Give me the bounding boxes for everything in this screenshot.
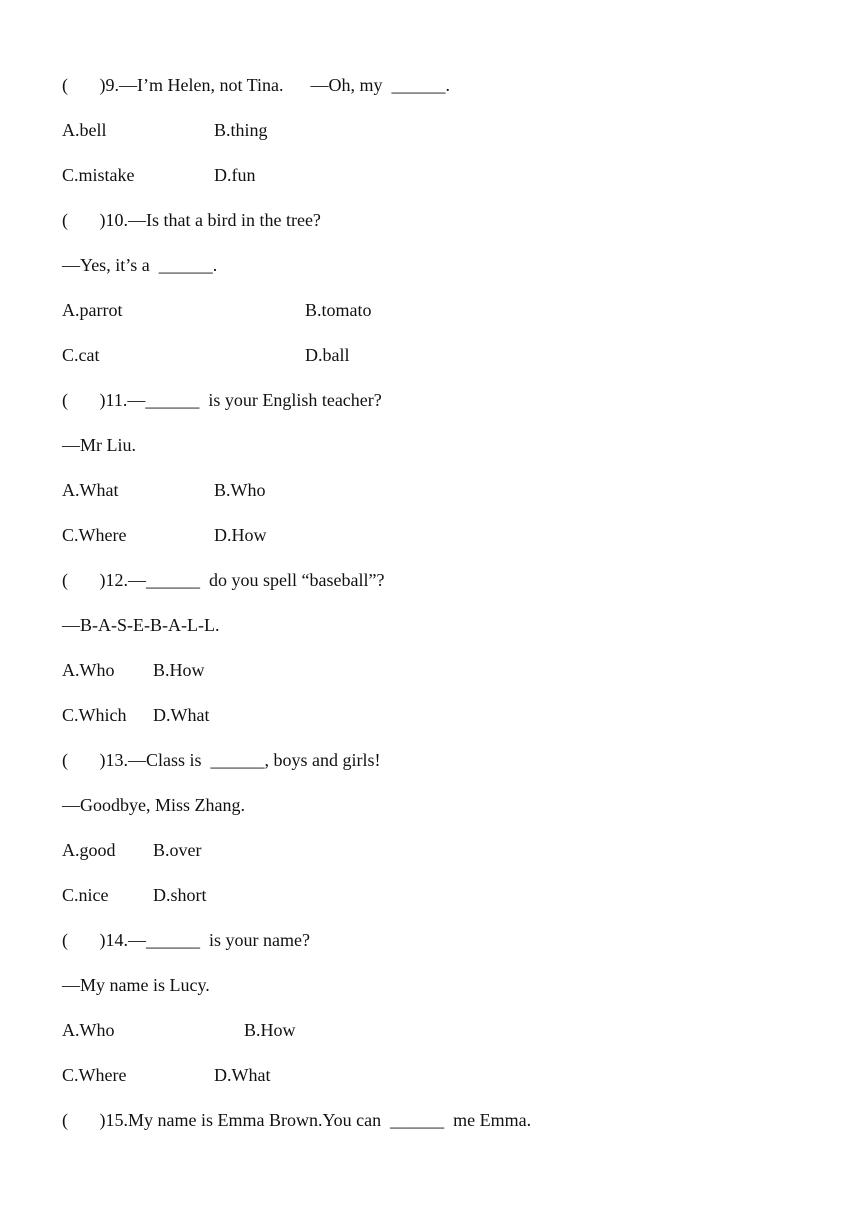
question-11-stem: ( )11.—______ is your English teacher?: [62, 390, 382, 410]
question-14-option-a: A.Who: [62, 1020, 115, 1040]
question-11-option-d: D.How: [214, 525, 267, 545]
question-14-option-c: C.Where: [62, 1065, 127, 1085]
question-14-stem: ( )14.—______ is your name?: [62, 930, 310, 950]
question-10-response: —Yes, it’s a ______.: [62, 255, 218, 275]
question-14-response: —My name is Lucy.: [62, 975, 210, 995]
question-13-response: —Goodbye, Miss Zhang.: [62, 795, 245, 815]
question-14-option-d: D.What: [214, 1065, 271, 1085]
question-13-option-d: D.short: [153, 885, 207, 905]
question-10-option-a: A.parrot: [62, 300, 123, 320]
question-14-option-b: B.How: [244, 1020, 296, 1040]
question-9-option-a: A.bell: [62, 120, 107, 140]
question-11-response: —Mr Liu.: [62, 435, 136, 455]
question-13-option-b: B.over: [153, 840, 202, 860]
question-12-option-d: D.What: [153, 705, 210, 725]
question-13-option-c: C.nice: [62, 885, 109, 905]
question-12-stem: ( )12.—______ do you spell “baseball”?: [62, 570, 385, 590]
question-10-stem: ( )10.—Is that a bird in the tree?: [62, 210, 321, 230]
question-12-option-b: B.How: [153, 660, 205, 680]
question-9-option-c: C.mistake: [62, 165, 135, 185]
question-9-option-d: D.fun: [214, 165, 256, 185]
question-12-response: —B-A-S-E-B-A-L-L.: [62, 615, 220, 635]
question-9-option-b: B.thing: [214, 120, 268, 140]
question-10-option-b: B.tomato: [305, 300, 372, 320]
question-12-option-a: A.Who: [62, 660, 115, 680]
question-15-stem: ( )15.My name is Emma Brown.You can ______ me Emma.: [62, 1110, 532, 1130]
question-10-option-c: C.cat: [62, 345, 100, 365]
question-13-option-a: A.good: [62, 840, 116, 860]
question-13-stem: ( )13.—Class is ______, boys and girls!: [62, 750, 381, 770]
question-11-option-c: C.Where: [62, 525, 127, 545]
question-12-option-c: C.Which: [62, 705, 127, 725]
question-11-option-a: A.What: [62, 480, 119, 500]
question-11-option-b: B.Who: [214, 480, 266, 500]
question-10-option-d: D.ball: [305, 345, 350, 365]
question-9-stem: ( )9.—I’m Helen, not Tina. —Oh, my ______.: [62, 75, 450, 95]
